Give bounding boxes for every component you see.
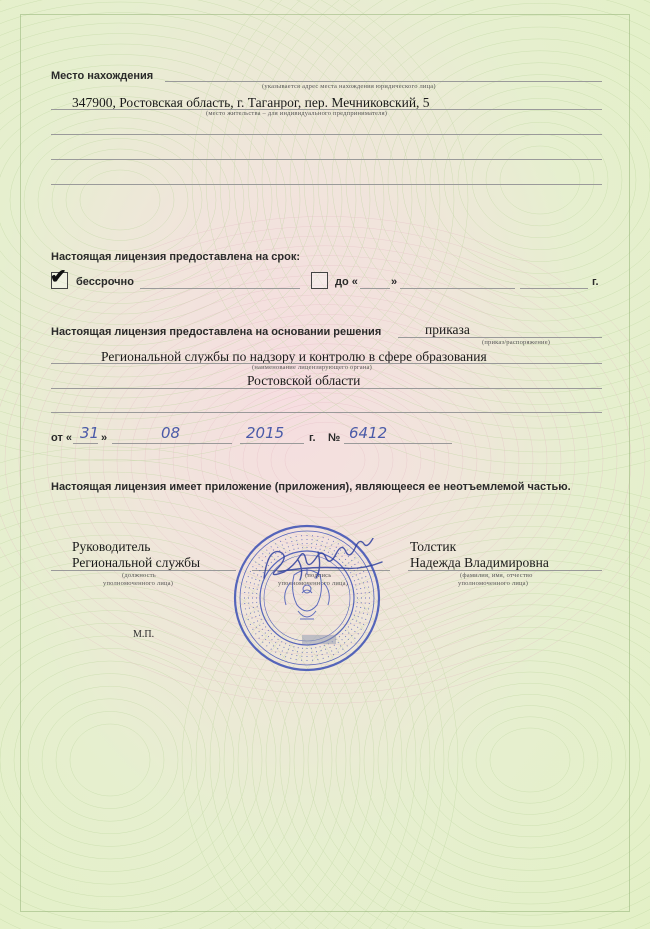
date-quote-close: » [101, 432, 108, 444]
location-line-1 [165, 81, 602, 82]
page-border [20, 14, 630, 912]
until-suffix: г. [592, 276, 599, 288]
stamp-place-label: М.П. [133, 629, 155, 640]
position-line-2: Региональной службы [72, 555, 201, 570]
date-month: 08 [161, 424, 181, 442]
location-caption-legal: (указывается адрес места нахождения юридического лица) [262, 83, 436, 90]
decision-type-line [398, 337, 602, 338]
license-number-line [344, 443, 452, 444]
position-line-1: Руководитель [72, 539, 151, 554]
location-line-5 [51, 184, 602, 185]
name-line [408, 570, 602, 571]
option-indefinite-label: бессрочно [76, 276, 134, 288]
name-caption-1: (фамилия, имя, отчество [460, 572, 533, 579]
until-month-line [400, 288, 515, 289]
appendix-text: Настоящая лицензия имеет приложение (приложения), являющееся ее неотъемлемой частью. [51, 481, 571, 493]
date-from-prefix: от « [51, 432, 73, 444]
date-year: 2015 [246, 424, 285, 442]
signature-caption-2: уполномоченного лица) [278, 580, 349, 587]
decision-type: приказа [425, 322, 470, 337]
signer-surname: Толстик [410, 539, 457, 554]
until-day-line [360, 288, 390, 289]
position-line [51, 570, 236, 571]
license-number: 6412 [349, 424, 388, 442]
checkmark-icon: ✔ [50, 266, 67, 288]
authority-line-1: Региональной службы по надзору и контролю в сфере образования [101, 349, 487, 364]
decision-type-caption: (приказ/распоряжение) [482, 339, 551, 346]
date-day: 31 [80, 424, 100, 442]
date-month-line [112, 443, 232, 444]
location-line-4 [51, 159, 602, 160]
authority-line-2: Ростовской области [247, 373, 361, 388]
term-label: Настоящая лицензия предоставлена на срок: [51, 251, 300, 263]
date-day-line [73, 443, 98, 444]
location-caption-residence: (место жительства – для индивидуального предпринимателя) [206, 110, 388, 117]
authority-underline-2 [51, 388, 602, 389]
location-address: 347900, Ростовская область, г. Таганрог, пер. Мечниковский, 5 [72, 95, 430, 110]
location-line-3 [51, 134, 602, 135]
signer-name: Надежда Владимировна [410, 555, 549, 570]
position-caption-1: (должность [122, 572, 156, 579]
location-label: Место нахождения [51, 70, 154, 82]
handwritten-signature-icon [258, 538, 390, 590]
basis-label: Настоящая лицензия предоставлена на основании решения [51, 326, 382, 338]
name-caption-2: уполномоченного лица) [458, 580, 529, 587]
until-prefix: до « [335, 276, 358, 288]
date-year-line [240, 443, 304, 444]
number-sign: № [328, 432, 341, 444]
until-year-line [520, 288, 588, 289]
until-quote-close: » [391, 276, 398, 288]
position-caption-2: уполномоченного лица) [103, 580, 174, 587]
authority-caption: (наименование лицензирующего органа) [252, 364, 372, 371]
indefinite-line [140, 288, 300, 289]
signature-caption-1: (подпись [305, 572, 332, 579]
authority-underline-3 [51, 412, 602, 413]
date-year-suffix: г. [309, 432, 316, 444]
until-checkbox[interactable] [311, 272, 328, 289]
